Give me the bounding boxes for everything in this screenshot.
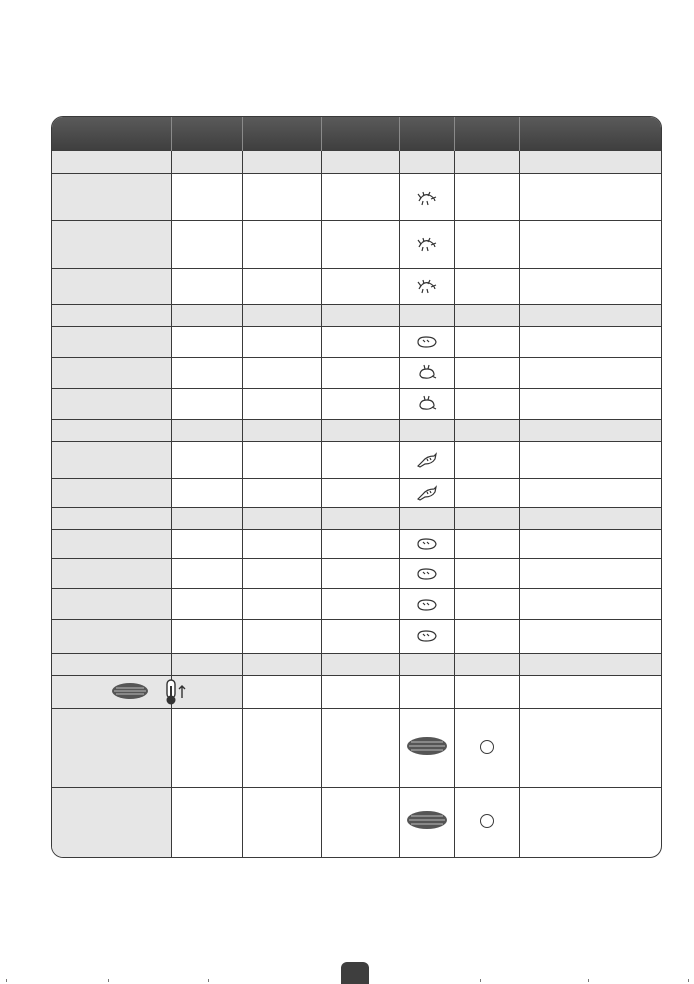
row-label-cell: [52, 478, 171, 507]
row-label-cell: [52, 441, 171, 478]
shrimp-icon: [415, 277, 439, 295]
table-header: [52, 117, 661, 151]
section-band-1: [52, 151, 661, 173]
row-label-cell: [52, 173, 171, 220]
fish-icon: [415, 451, 439, 469]
steak-icon: [415, 535, 439, 553]
row-label-cell: [52, 326, 171, 357]
row-label-cell: [52, 529, 171, 558]
section-band-5: [52, 653, 661, 675]
steak-icon: [415, 596, 439, 614]
steak-icon: [415, 627, 439, 645]
level-circle-icon: [480, 814, 494, 828]
page-number-tab: [341, 962, 369, 984]
section-band-4: [52, 507, 661, 529]
thermometer-up-icon: [162, 678, 188, 706]
row-label-cell: [52, 588, 171, 619]
cooking-table: [51, 116, 662, 858]
row-label-cell: [52, 619, 171, 653]
row-label-cell: [52, 357, 171, 388]
section-band-3: [52, 419, 661, 441]
row-label-cell: [52, 558, 171, 588]
shrimp-icon: [415, 235, 439, 253]
row-label-cell: [52, 388, 171, 419]
fish-icon: [415, 484, 439, 502]
row-label-cell: [52, 787, 171, 858]
chicken-icon: [415, 394, 439, 412]
chicken-icon: [415, 363, 439, 381]
row-label-cell: [52, 708, 171, 787]
steak-icon: [415, 565, 439, 583]
grill-plate-icon: [405, 809, 449, 831]
grill-plate-icon: [110, 681, 150, 701]
shrimp-icon: [415, 189, 439, 207]
row-label-cell: [52, 268, 171, 304]
steak-icon: [415, 333, 439, 351]
grill-plate-icon: [405, 735, 449, 757]
row-label-cell: [52, 220, 171, 268]
section-band-2: [52, 304, 661, 326]
level-circle-icon: [480, 740, 494, 754]
